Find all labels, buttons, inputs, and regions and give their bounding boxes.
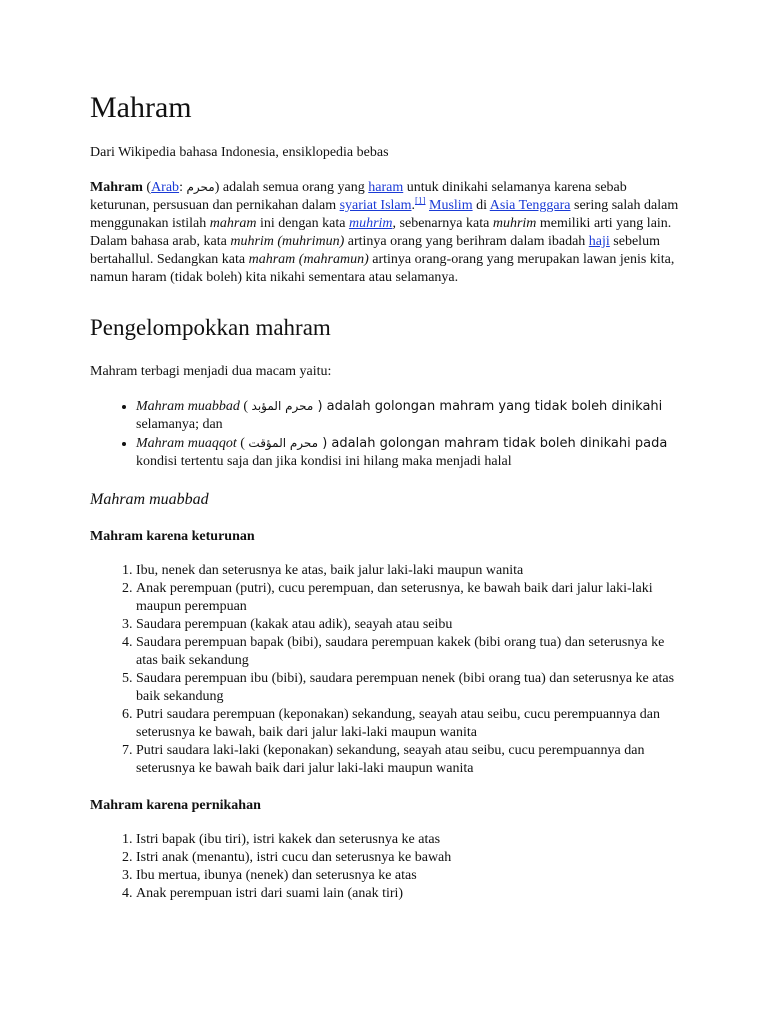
- bullet-text-2: kondisi tertentu saja dan jika kondisi ini hilang maka menjadi halal: [136, 454, 512, 469]
- bullet-open: (: [236, 436, 249, 451]
- list-item: 4. Saudara perempuan bapak (bibi), saudara perempuan kakek (bibi orang tua) dan seterusnya ke atas baik sekandung: [136, 634, 680, 670]
- list-item: 2. Istri anak (menantu), istri cucu dan seterusnya ke bawah: [136, 849, 680, 867]
- intro-text-3: ) adalah semua orang yang: [214, 180, 369, 195]
- intro-italic-muhrimun: muhrim (muhrimun): [230, 234, 345, 249]
- list-item: 1. Istri bapak (ibu tiri), istri kakek dan seterusnya ke atas: [136, 831, 680, 849]
- intro-text-4: untuk dinikahi selamanya karena sebab keturunan, persusuan dan pernikahan dalam: [90, 180, 627, 213]
- intro-text-11: memiliki arti yang lain. Dalam bahasa arab, kata: [90, 216, 672, 249]
- page-title: Mahram: [90, 91, 192, 124]
- bullet-text: ) adalah golongan mahram yang tidak boleh dinikahi: [313, 399, 663, 414]
- bullet-term: Mahram muabbad: [136, 399, 240, 414]
- reference-1[interactable]: [1]: [415, 195, 426, 206]
- intro-text-10: , sebenarnya kata: [392, 216, 493, 231]
- pernikahan-list: [90, 831, 680, 903]
- link-arab[interactable]: Arab: [151, 180, 180, 195]
- list-item: 5. Saudara perempuan ibu (bibi), saudara perempuan nenek (bibi orang tua) dan seterusnya ke atas baik sekandung: [136, 670, 680, 706]
- intro-text-12: artinya orang yang berihram dalam ibadah: [344, 234, 589, 249]
- intro-paragraph: [90, 178, 680, 287]
- intro-text-2: :: [179, 180, 187, 195]
- intro-italic-mahram: mahram: [209, 216, 257, 231]
- list-item: 3. Ibu mertua, ibunya (nenek) dan seterusnya ke atas: [136, 867, 680, 885]
- bullet-arabic: محرم المؤقت: [248, 436, 319, 450]
- list-item: 2. Anak perempuan (putri), cucu perempuan, dan seterusnya, ke bawah baik dari jalur laki-laki maupun perempuan: [136, 580, 680, 616]
- bullet-open: (: [239, 399, 252, 414]
- list-item: 4. Anak perempuan istri dari suami lain (anak tiri): [136, 885, 680, 903]
- section-heading-mahram-muabbad: Mahram muabbad: [90, 491, 209, 508]
- link-muslim[interactable]: Muslim: [429, 198, 473, 213]
- list-item: [136, 434, 680, 471]
- intro-text-13: sebelum bertahallul. Sedangkan kata: [90, 234, 660, 267]
- bullet-arabic: محرم المؤبد: [251, 399, 314, 413]
- link-haram[interactable]: haram: [368, 180, 404, 195]
- keturunan-list: [90, 562, 680, 778]
- intro-text-9: ini dengan kata: [256, 216, 349, 231]
- link-syariat-islam[interactable]: syariat Islam: [339, 198, 412, 213]
- section-heading-pengelompokkan: Pengelompokkan mahram: [90, 315, 331, 340]
- subheading-keturunan: Mahram karena keturunan: [90, 529, 255, 544]
- intro-italic-mahramun: mahram (mahramun): [248, 252, 369, 267]
- intro-text-14: artinya orang-orang yang merupakan lawan jenis kita, namun haram (tidak boleh) kita nikahi sementara atau selamanya.: [90, 252, 675, 285]
- list-item: 7. Putri saudara laki-laki (keponakan) sekandung, seayah atau seibu, cucu perempuannya dan seterusnya ke bawah baik dari jalur laki-laki maupun wanita: [136, 742, 680, 778]
- list-item: 3. Saudara perempuan (kakak atau adik), seayah atau seibu: [136, 616, 680, 634]
- bullet-text: ) adalah golongan mahram tidak boleh dinikahi pada: [318, 436, 668, 451]
- mahram-type-list: [90, 397, 680, 471]
- list-item: 6. Putri saudara perempuan (keponakan) sekandung, seayah atau seibu, cucu perempuannya dan seterusnya ke bawah, baik dari jalur laki-laki maupun wanita: [136, 706, 680, 742]
- link-haji[interactable]: haji: [588, 234, 610, 249]
- intro-text-8: sering salah dalam menggunakan istilah: [90, 198, 679, 231]
- intro-text-5: .: [411, 198, 416, 213]
- link-asia-tenggara[interactable]: Asia Tenggara: [489, 198, 571, 213]
- link-muhrim[interactable]: [349, 216, 393, 231]
- bullet-term: Mahram muaqqot: [136, 436, 237, 451]
- intro-arabic: محرم: [186, 180, 215, 194]
- intro-text-1: (: [142, 180, 152, 195]
- intro-text-7: di: [472, 198, 490, 213]
- link-muhrim-text: muhrim: [348, 216, 393, 231]
- list-item: [136, 397, 680, 434]
- tagline: Dari Wikipedia bahasa Indonesia, ensiklopedia bebas: [90, 145, 389, 160]
- intro-italic-muhrim: muhrim: [492, 216, 537, 231]
- subheading-pernikahan: Mahram karena pernikahan: [90, 798, 261, 813]
- article: [90, 88, 680, 921]
- bullet-text-2: selamanya; dan: [136, 417, 223, 432]
- section-lead: Mahram terbagi menjadi dua macam yaitu:: [90, 364, 332, 379]
- intro-term: Mahram: [90, 180, 143, 195]
- list-item: 1. Ibu, nenek dan seterusnya ke atas, baik jalur laki-laki maupun wanita: [136, 562, 680, 580]
